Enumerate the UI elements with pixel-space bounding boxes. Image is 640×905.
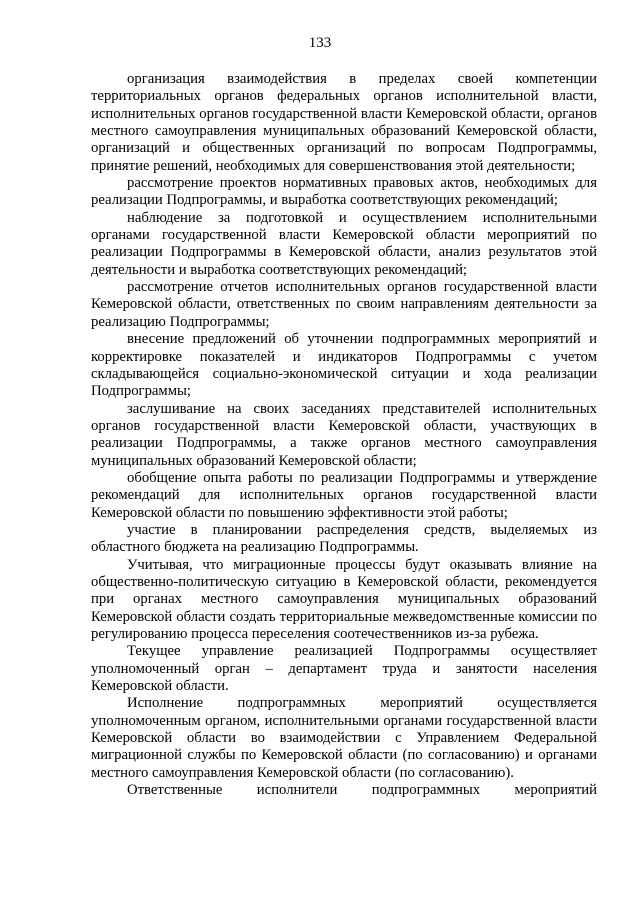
paragraph-review-reports: рассмотрение отчетов исполнительных органов государственной власти Кемеровской области, ответственных по своим направлениям деятельности за реализацию Подпрограммы; bbox=[91, 279, 597, 330]
paragraph-interdepartmental-commissions: Учитывая, что миграционные процессы будут оказывать влияние на общественно-политическую ситуацию в Кемеровской области, рекомендуется при органах местного самоуправления муниципальных образований Кемеровской области создать территориальные межведомственные комиссии по регулированию процесса переселения соотечественников из-за рубежа. bbox=[91, 556, 597, 642]
paragraph-current-management: Текущее управление реализацией Подпрограммы осуществляет уполномоченный орган – департамент труда и занятости населения Кемеровской области. bbox=[91, 643, 597, 695]
paragraph-responsible-executors: Ответственные исполнители подпрограммных мероприятий bbox=[127, 782, 597, 799]
page-number: 133 bbox=[308, 35, 332, 51]
paragraph-hearing-representatives: заслушивание на своих заседаниях представителей исполнительных органов государственной власти Кемеровской области, участвующих в реализации Подпрограммы, а также органов местного самоуправления муниципальных образований Кемеровской области; bbox=[91, 400, 597, 469]
paragraph-proposals-adjustment: внесение предложений об уточнении подпрограммных мероприятий и корректировке показателей и индикаторов Подпрограммы с учетом складывающейся социально-экономической ситуации и хода реализации Подпрограммы; bbox=[91, 331, 597, 400]
paragraph-experience-generalization: обобщение опыта работы по реализации Подпрограммы и утверждение рекомендаций для исполнительных органов государственной власти Кемеровской области по повышению эффективности этой работы; bbox=[91, 469, 597, 521]
document-body bbox=[91, 71, 597, 799]
paragraph-execution-of-measures: Исполнение подпрограммных мероприятий осуществляется уполномоченным органом, исполнительными органами государственной власти Кемеровской области во взаимодействии с Управлением Федеральной миграционной службы по Кемеровской области (по согласованию) и органами местного самоуправления Кемеровской области (по согласованию). bbox=[91, 695, 597, 781]
paragraph-interaction-organization: организация взаимодействия в пределах своей компетенции территориальных органов федеральных органов исполнительной власти, исполнительных органов государственной власти Кемеровской области, органов местного самоуправления муниципальных образований Кемеровской области, организаций и общественных организаций по вопросам Подпрограммы, принятие решений, необходимых для совершенствования этой деятельности; bbox=[91, 71, 597, 174]
paragraph-review-draft-acts: рассмотрение проектов нормативных правовых актов, необходимых для реализации Подпрограммы, и выработка соответствующих рекомендаций; bbox=[91, 175, 597, 209]
paragraph-monitoring-implementation: наблюдение за подготовкой и осуществлением исполнительными органами государственной власти Кемеровской области мероприятий по реализации Подпрограммы в Кемеровской области, анализ результатов этой деятельности и выработка соответствующих рекомендаций; bbox=[91, 209, 597, 278]
paragraph-budget-planning: участие в планировании распределения средств, выделяемых из областного бюджета на реализацию Подпрограммы. bbox=[91, 521, 597, 556]
